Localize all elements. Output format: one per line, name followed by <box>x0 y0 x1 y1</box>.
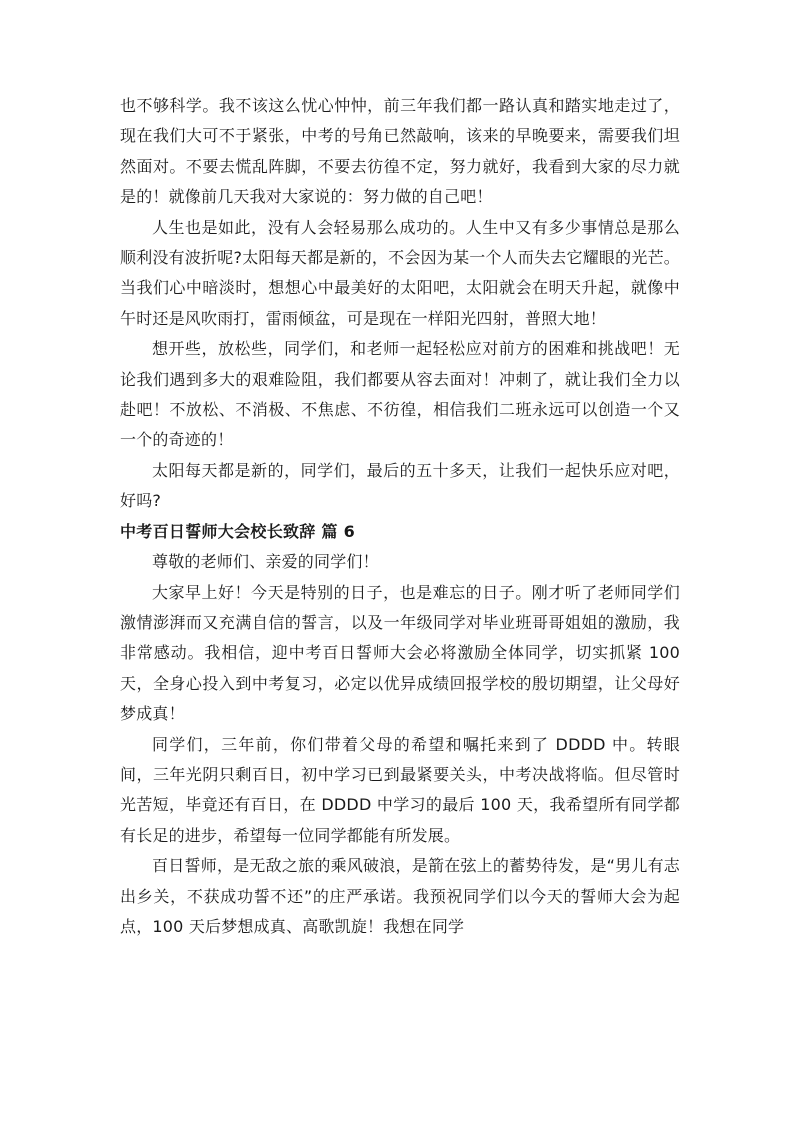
salutation: 尊敬的老师们、亲爱的同学们！ <box>152 552 379 572</box>
paragraph: 百日誓师，是无敌之旅的乘风破浪，是箭在弦上的蓄势待发，是“男儿有志出乡关，不获成功誓不还”的庄严承诺。我预祝同学们以今天的誓师大会为起点，100 天后梦想成真、高歌凯旋！我想在同学 <box>120 856 680 936</box>
paragraph: 同学们，三年前，你们带着父母的希望和嘱托来到了 DDDD 中。转眼间，三年光阴只剩百日，初中学习已到最紧要关头，中考决战将临。但尽管时光苦短，毕竟还有百日，在 DDDD 中学习的最后 100 天，我希望所有同学都有长足的进步，希望每一位同学都能有所发展。 <box>120 734 680 845</box>
paragraph-continuation: 也不够科学。我不该这么忧心忡忡，前三年我们都一路认真和踏实地走过了，现在我们大可不于紧张，中考的号角已然敲响，该来的早晚要来，需要我们坦然面对。不要去慌乱阵脚，不要去彷徨不定，努力就好，我看到大家的尽力就是的！就像前几天我对大家说的：努力做的自己吧！ <box>120 96 680 207</box>
document-page <box>120 91 680 942</box>
paragraph: 太阳每天都是新的，同学们，最后的五十多天，让我们一起快乐应对吧，好吗? <box>120 460 680 511</box>
paragraph: 大家早上好！今天是特别的日子，也是难忘的日子。刚才听了老师同学们激情澎湃而又充满自信的誓言，以及一年级同学对毕业班哥哥姐姐的激励，我非常感动。我相信，迎中考百日誓师大会必将激励全体同学，切实抓紧 100 天，全身心投入到中考复习，必定以优异成绩回报学校的殷切期望，让父母好梦成真！ <box>120 582 680 724</box>
section-heading: 中考百日誓师大会校长致辞 篇 6 <box>120 521 356 541</box>
paragraph: 想开些，放松些，同学们，和老师一起轻松应对前方的困难和挑战吧！无论我们遇到多大的艰难险阻，我们都要从容去面对！冲刺了，就让我们全力以赴吧！不放松、不消极、不焦虑、不彷徨，相信我们二班永远可以创造一个又一个的奇迹的！ <box>120 339 680 450</box>
paragraph: 人生也是如此，没有人会轻易那么成功的。人生中又有多少事情总是那么顺利没有波折呢?太阳每天都是新的，不会因为某一个人而失去它耀眼的光芒。当我们心中暗淡时，想想心中最美好的太阳吧，太阳就会在明天升起，就像中午时还是风吹雨打，雷雨倾盆，可是现在一样阳光四射，普照大地！ <box>120 217 680 328</box>
